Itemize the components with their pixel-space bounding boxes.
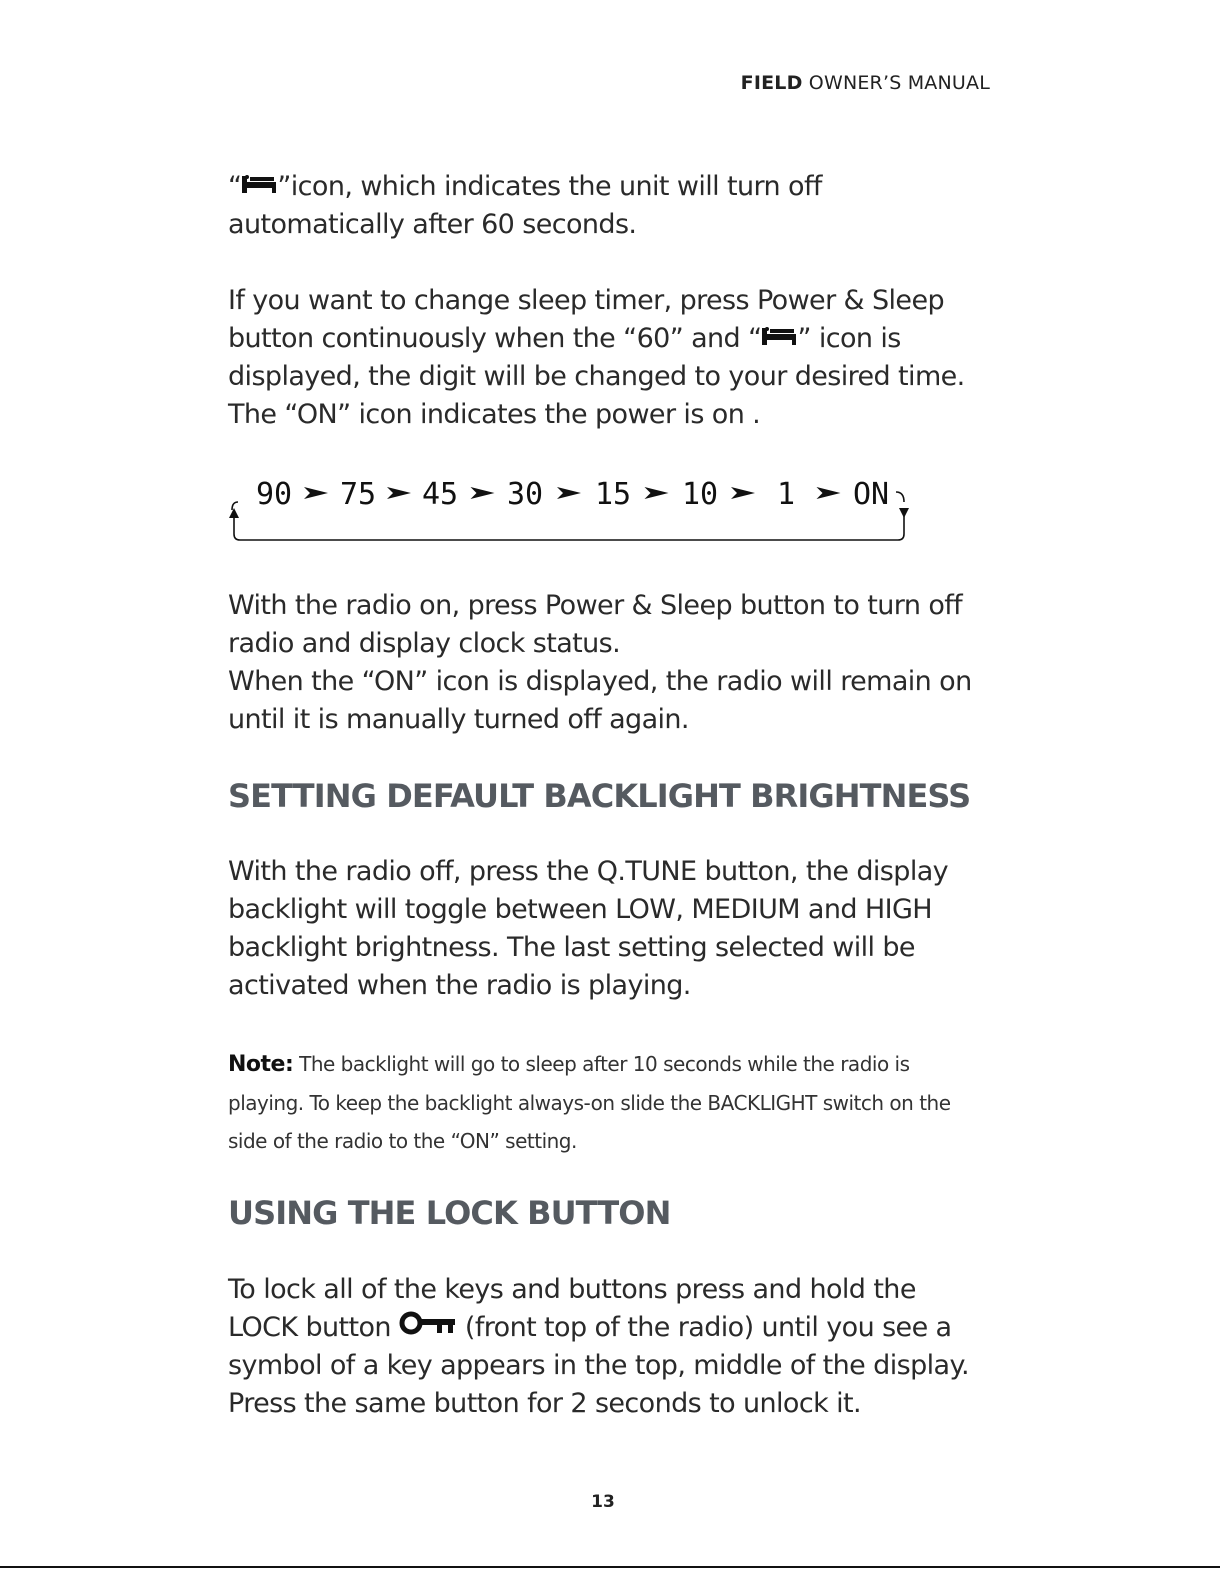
- loop-up-arrow-icon: [229, 508, 239, 518]
- paragraph-change-sleep-timer: If you want to change sleep timer, press Power & Sleep button continuously when the “60” and “ ” icon is displayed, the digit will be changed to your desired time. The “ON” icon indicates the power is on .: [228, 285, 965, 430]
- page-header: [741, 72, 990, 94]
- heading-backlight: SETTING DEFAULT BACKLIGHT BRIGHTNESS: [228, 777, 971, 815]
- brand-name: FIELD: [740, 72, 803, 94]
- sequence-value-on: ON: [852, 477, 890, 512]
- note-backlight: Note: The backlight will go to sleep after 10 seconds while the radio is playing. To keep the backlight always-on slide the BACKLIGHT switch on the side of the radio to the “ON” setting.: [228, 1052, 951, 1153]
- paragraph-backlight: With the radio off, press the Q.TUNE button, the display backlight will toggle between LOW, MEDIUM and HIGH backlight brightness. The last setting selected will be activated when the radio is playing.: [228, 856, 949, 1001]
- sleep-bed-icon: [241, 173, 277, 195]
- sequence-value-45: 45: [421, 477, 459, 512]
- paragraph-lock: To lock all of the keys and buttons press and hold the LOCK button (front top of the radio) until you see a symbol of a key appears in the top, middle of the display. Press the same button for 2 seconds to unlock it.: [228, 1274, 969, 1419]
- sequence-arrow-icon: [731, 487, 755, 499]
- sleep-timer-sequence-diagram: [228, 472, 928, 552]
- sequence-arrow-icon: [817, 487, 841, 499]
- sequence-value-75: 75: [339, 477, 377, 512]
- sequence-arrow-icon: [471, 487, 495, 499]
- sequence-value-90: 90: [255, 477, 293, 512]
- note-label: Note:: [228, 1052, 294, 1077]
- sequence-arrow-icon: [304, 487, 328, 499]
- loop-return-line: [234, 510, 904, 540]
- sequence-arrow-icon: [645, 487, 669, 499]
- sequence-arrow-icon: [557, 487, 581, 499]
- bottom-divider: [0, 1566, 1220, 1568]
- sequence-arrow-icon: [387, 487, 411, 499]
- sleep-bed-icon: [761, 325, 797, 347]
- loop-down-arrow-icon: [899, 508, 909, 518]
- loop-end-bracket: [896, 492, 904, 502]
- key-icon: [399, 1310, 457, 1336]
- sequence-value-15: 15: [594, 477, 632, 512]
- loop-start-bracket: [232, 502, 238, 510]
- sequence-value-10: 10: [681, 477, 719, 512]
- sequence-value-30: 30: [506, 477, 544, 512]
- paragraph-radio-on: With the radio on, press Power & Sleep button to turn off radio and display clock status. When the “ON” icon is displayed, the radio will remain on until it is manually turned off again.: [228, 590, 972, 735]
- heading-lock-button: USING THE LOCK BUTTON: [228, 1194, 671, 1232]
- sequence-value-1: 1: [776, 477, 796, 512]
- page-number: 13: [591, 1492, 615, 1512]
- paragraph-sleep-icon: “ ”icon, which indicates the unit will turn off automatically after 60 seconds.: [228, 171, 822, 240]
- header-title: OWNER’S MANUAL: [802, 72, 990, 94]
